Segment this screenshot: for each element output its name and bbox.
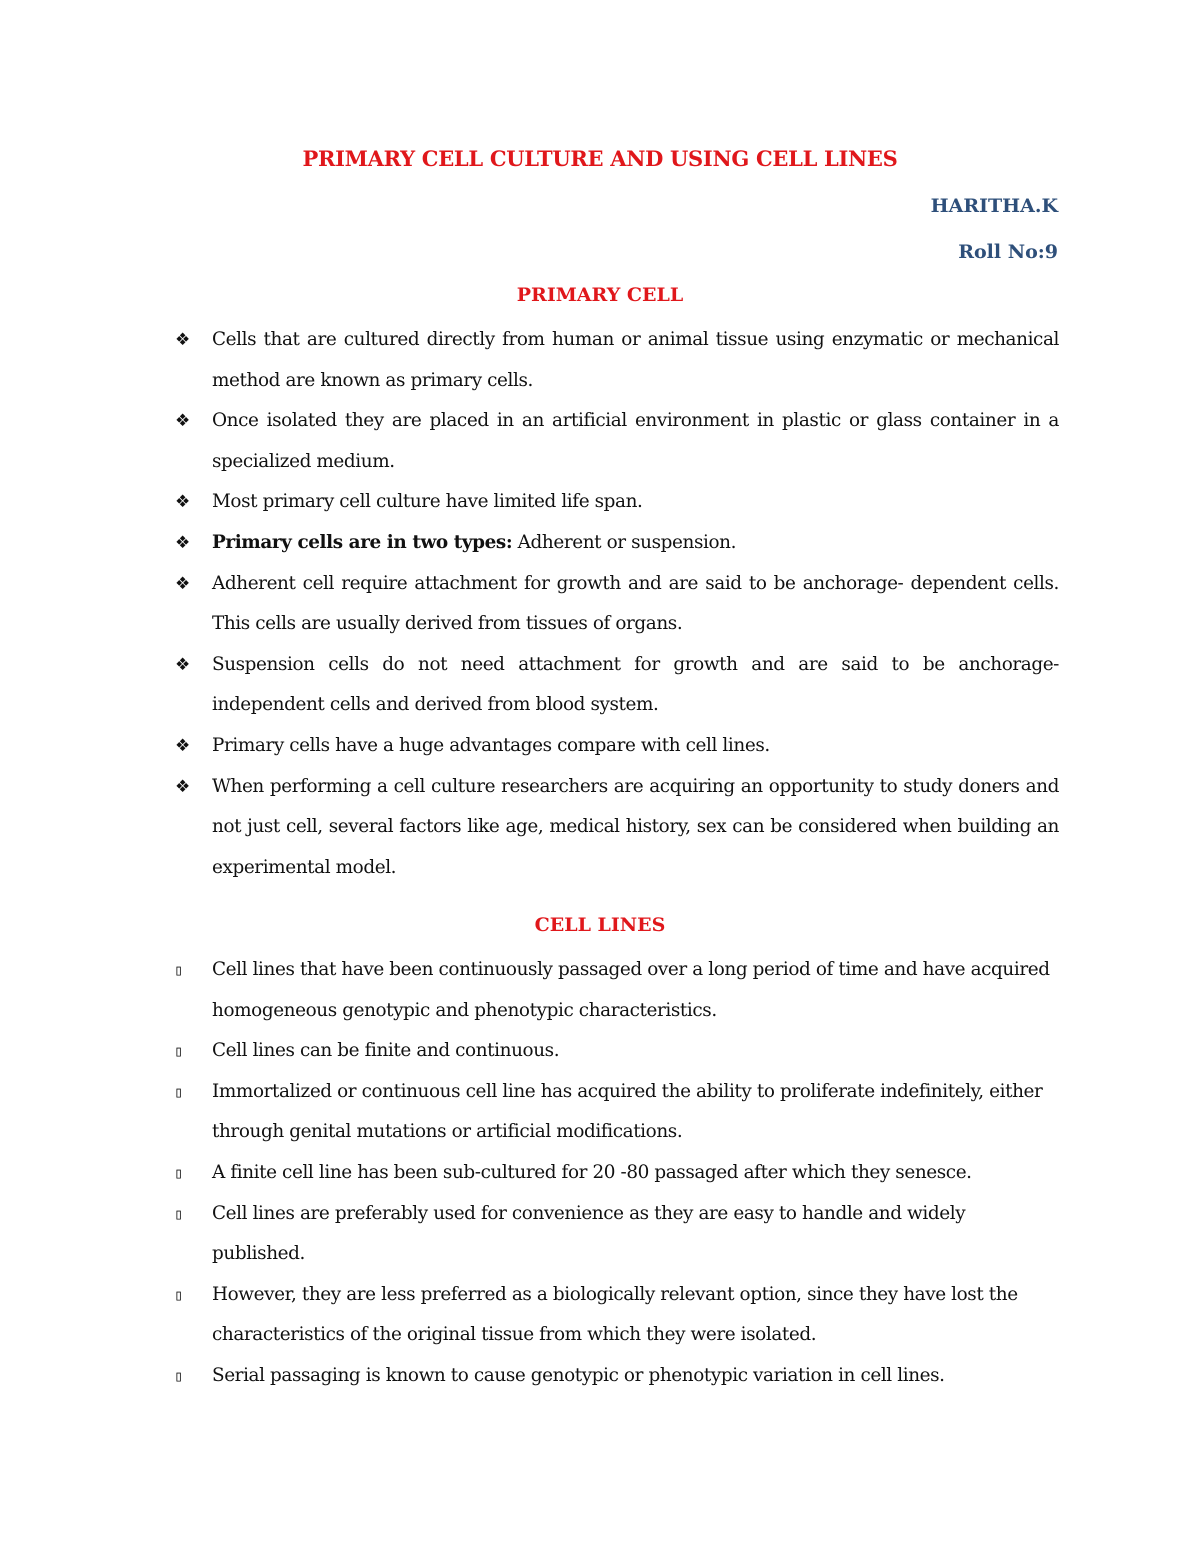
list-item [175, 564, 1059, 645]
primary-cell-list [175, 320, 1059, 888]
list-item [175, 1275, 1059, 1356]
list-item [175, 950, 1059, 1031]
diamond-bullet-icon: ❖ [175, 411, 190, 432]
cell-lines-heading: CELL LINES [534, 914, 666, 936]
list-item-text: Suspension cells do not need attachment for growth and are said to be anchorage-independent cells and derived from blood system. [212, 653, 1059, 716]
list-item-text: However, they are less preferred as a biologically relevant option, since they have lost the characteristics of the original tissue from which they were isolated. [212, 1283, 1018, 1346]
diamond-bullet-icon: ❖ [175, 573, 190, 594]
list-item [175, 523, 1059, 564]
list-item [175, 482, 1059, 523]
diamond-bullet-icon: ❖ [175, 776, 190, 797]
diamond-bullet-icon: ❖ [175, 735, 190, 756]
document-title: PRIMARY CELL CULTURE AND USING CELL LINES [302, 146, 898, 171]
list-item-text: When performing a cell culture researchers are acquiring an opportunity to study doners and not just cell, several factors like age, medical history, sex can be considered when building an experimental model. [212, 775, 1059, 878]
list-item-text: Immortalized or continuous cell line has acquired the ability to proliferate indefinitely, either through genital mutations or artificial modifications. [212, 1080, 1043, 1143]
list-item-text: Adherent cell require attachment for growth and are said to be anchorage- dependent cells. This cells are usually derived from tissues of organs. [212, 572, 1059, 635]
box-bullet-icon: ▯ [174, 1285, 183, 1304]
diamond-bullet-icon: ❖ [175, 330, 190, 350]
list-item [175, 1072, 1059, 1153]
list-item-bold-lead: Primary cells are in two types: [212, 531, 513, 553]
primary-cell-heading: PRIMARY CELL [516, 284, 684, 306]
box-bullet-icon: ▯ [174, 1204, 183, 1223]
list-item [175, 1031, 1059, 1072]
list-item [175, 320, 1059, 401]
list-item-text: Serial passaging is known to cause genotypic or phenotypic variation in cell lines. [212, 1364, 945, 1386]
box-bullet-icon: ▯ [174, 961, 183, 979]
list-item-text: Cell lines that have been continuously passaged over a long period of time and have acquired homogeneous genotypic and phenotypic characteristics. [212, 959, 1050, 1021]
list-item-text: Once isolated they are placed in an artificial environment in plastic or glass container in a specialized medium. [212, 410, 1059, 472]
list-item-text: Cell lines are preferably used for convenience as they are easy to handle and widely published. [212, 1202, 966, 1265]
list-item [175, 401, 1059, 482]
list-item [175, 1153, 1059, 1194]
box-bullet-icon: ▯ [174, 1042, 183, 1061]
list-item-text: Cell lines can be finite and continuous. [212, 1040, 560, 1062]
diamond-bullet-icon: ❖ [175, 654, 190, 675]
list-item-text: Most primary cell culture have limited life span. [212, 491, 643, 513]
cell-lines-list [175, 950, 1059, 1397]
list-item [175, 1356, 1059, 1397]
roll-number: Roll No:9 [958, 241, 1058, 263]
diamond-bullet-icon: ❖ [175, 492, 190, 513]
list-item-text: Adherent or suspension. [512, 531, 737, 553]
author-name: HARITHA.K [930, 195, 1058, 217]
list-item-text: Primary cells have a huge advantages compare with cell lines. [212, 734, 770, 756]
box-bullet-icon: ▯ [174, 1163, 183, 1182]
list-item [175, 645, 1059, 726]
list-item-text: Cells that are cultured directly from human or animal tissue using enzymatic or mechanical method are known as primary cells. [212, 329, 1059, 391]
box-bullet-icon: ▯ [174, 1366, 183, 1385]
list-item [175, 726, 1059, 767]
box-bullet-icon: ▯ [174, 1082, 183, 1101]
list-item [175, 767, 1059, 889]
diamond-bullet-icon: ❖ [175, 532, 190, 553]
list-item [175, 1194, 1059, 1275]
list-item-text: A finite cell line has been sub-cultured for 20 -80 passaged after which they senesce. [212, 1161, 972, 1183]
